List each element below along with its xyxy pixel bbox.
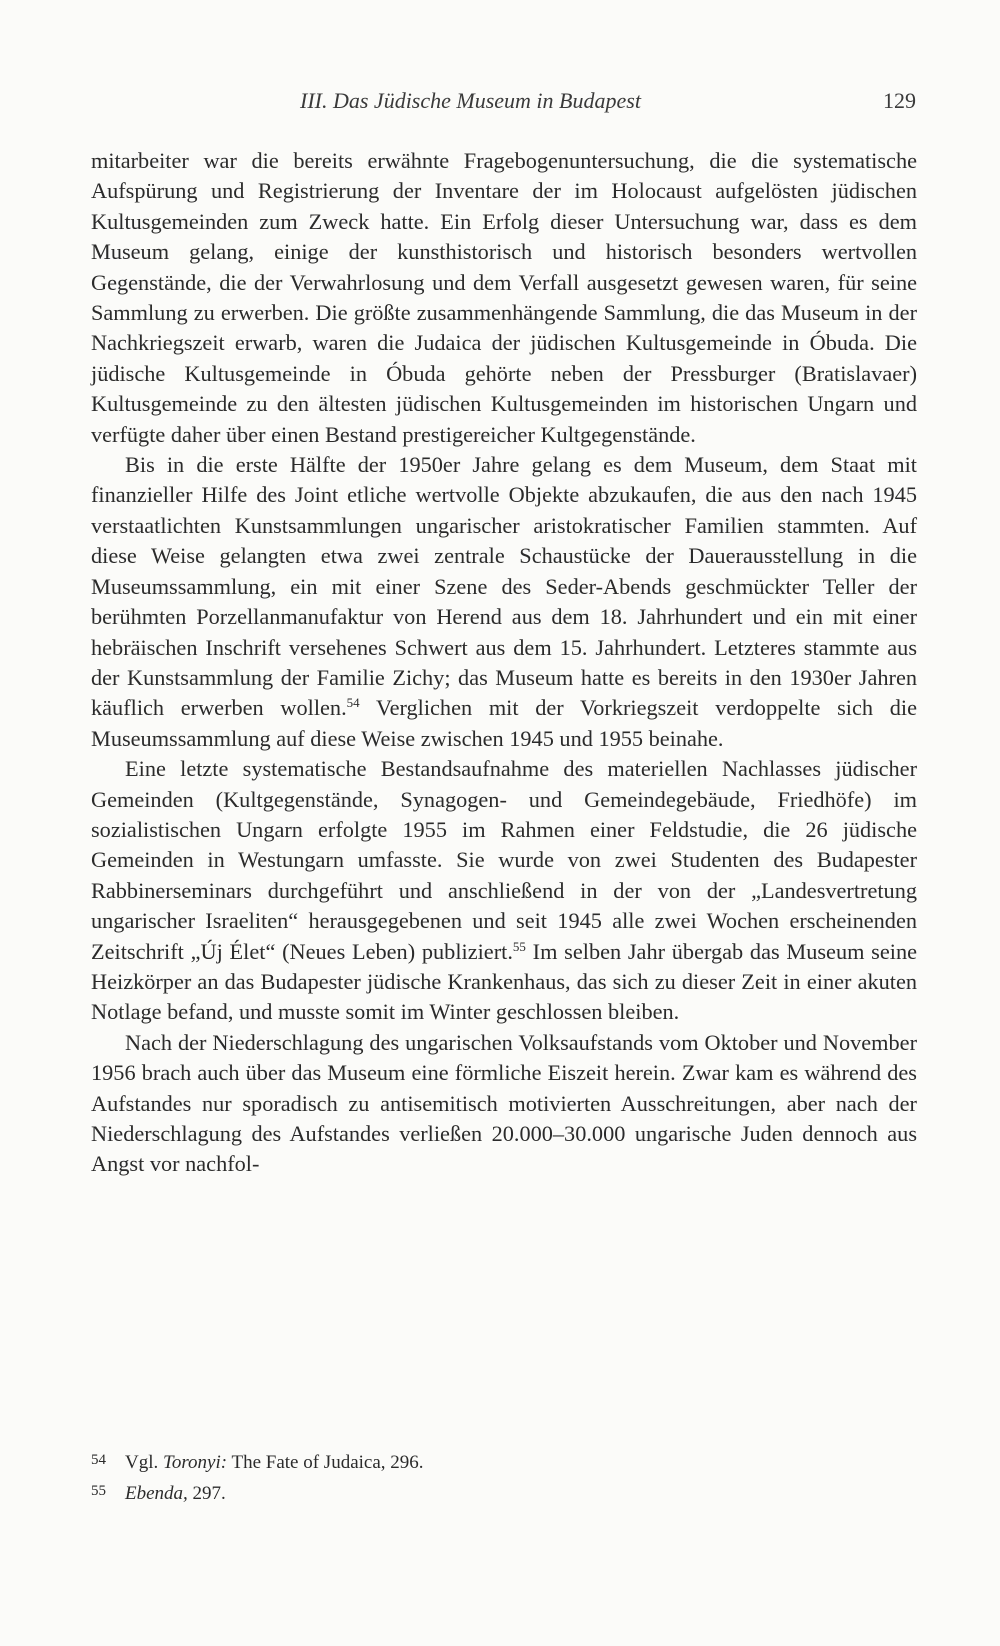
footnote-prefix: Vgl.: [125, 1452, 163, 1473]
footnote-text: The Fate of Judaica, 296.: [227, 1452, 424, 1473]
footnote-55: [91, 1477, 917, 1508]
paragraph-3: [91, 754, 917, 1028]
paragraph-2-text-b: Verglichen mit der Vorkriegszeit verdoppelte sich die Museumssammlung auf diese Weise zwischen 1945 und 1955 beinahe.: [91, 695, 917, 751]
main-text: [91, 146, 917, 1180]
footnote-54: [91, 1446, 917, 1477]
paragraph-2: [91, 450, 917, 754]
page-number: 129: [883, 88, 916, 113]
paragraph-3-text-a: Eine letzte systematische Bestandsaufnahme des materiellen Nachlasses jüdischer Gemeinden (Kultgegenstände, Synagogen- und Gemeindegebäude, Friedhöfe) im sozialistischen Ungarn erfolgte 1955 im Rahmen einer Feldstudie, die 26 jüdische Gemeinden in Westungarn umfasste. Sie wurde von zwei Studenten des Budapester Rabbinerseminars durchgeführt und anschließend in der von der „Landesvertretung ungarischer Israeliten“ herausgegebenen und seit 1945 alle zwei Wochen erscheinenden Zeitschrift „Új Élet“ (Neues Leben) publiziert.: [91, 756, 917, 964]
footnote-author: Ebenda,: [125, 1483, 188, 1504]
footnote-author: Toronyi:: [163, 1452, 228, 1473]
footnotes: [91, 1446, 917, 1508]
running-title: III. Das Jüdische Museum in Budapest: [300, 88, 641, 113]
footnote-text: 297.: [187, 1483, 226, 1504]
paragraph-4: Nach der Niederschlagung des ungarischen Volksaufstands vom Oktober und November 1956 brach auch über das Museum eine förmliche Eiszeit herein. Zwar kam es während des Aufstandes nur sporadisch zu antisemitisch motivierten Ausschreitungen, aber nach der Niederschlagung des Aufstandes verließen 20.000–30.000 ungarische Juden dennoch aus Angst vor nachfol-: [91, 1029, 917, 1177]
paragraph-3-text-b: Im selben Jahr übergab das Museum seine Heizkörper an das Budapester jüdische Krankenhaus, das sich zu dieser Zeit in einer akuten Notlage befand, und musste somit im Winter geschlossen bleiben.: [91, 938, 917, 1025]
footnote-number: 55: [91, 1483, 106, 1499]
footnote-number: 54: [91, 1452, 106, 1468]
footnote-ref-54[interactable]: 54: [346, 695, 360, 711]
paragraph-2-text-a: Bis in die erste Hälfte der 1950er Jahre gelang es dem Museum, dem Staat mit finanzieller Hilfe des Joint etliche wertvolle Objekte abzukaufen, die aus den nach 1945 verstaatlichten Kunstsammlungen ungarischer aristokratischer Familien stammten. Auf diese Weise gelangten etwa zwei zentrale Schaustücke der Dauerausstellung in die Museumssammlung, ein mit einer Szene des Seder-Abends geschmückter Teller der berühmten Porzellanmanufaktur von Herend aus dem 18. Jahrhundert und ein mit einer hebräischen Inschrift versehenes Schwert aus dem 15. Jahrhundert. Letzteres stammte aus der Kunstsammlung der Familie Zichy; das Museum hatte es bereits in den 1930er Jahren käuflich erwerben wollen.: [91, 452, 917, 721]
paragraph-1: mitarbeiter war die bereits erwähnte Fragebogenuntersuchung, die die systematische Aufspürung und Registrierung der Inventare der im Holocaust aufgelösten jüdischen Kultusgemeinden zum Zweck hatte. Ein Erfolg dieser Untersuchung war, dass es dem Museum gelang, einige der kunsthistorisch und historisch besonders wertvollen Gegenstände, die der Verwahrlosung und dem Verfall ausgesetzt gewesen waren, für seine Sammlung zu erwerben. Die größte zusammenhängende Sammlung, die das Museum in der Nachkriegszeit erwarb, waren die Judaica der jüdischen Kultusgemeinde in Óbuda. Die jüdische Kultusgemeinde in Óbuda gehörte neben der Pressburger (Bratislavaer) Kultusgemeinde zu den ältesten jüdischen Kultusgemeinden im historischen Ungarn und verfügte daher über einen Bestand prestigereicher Kultgegenstände.: [91, 148, 917, 447]
footnote-ref-55[interactable]: 55: [512, 938, 526, 954]
